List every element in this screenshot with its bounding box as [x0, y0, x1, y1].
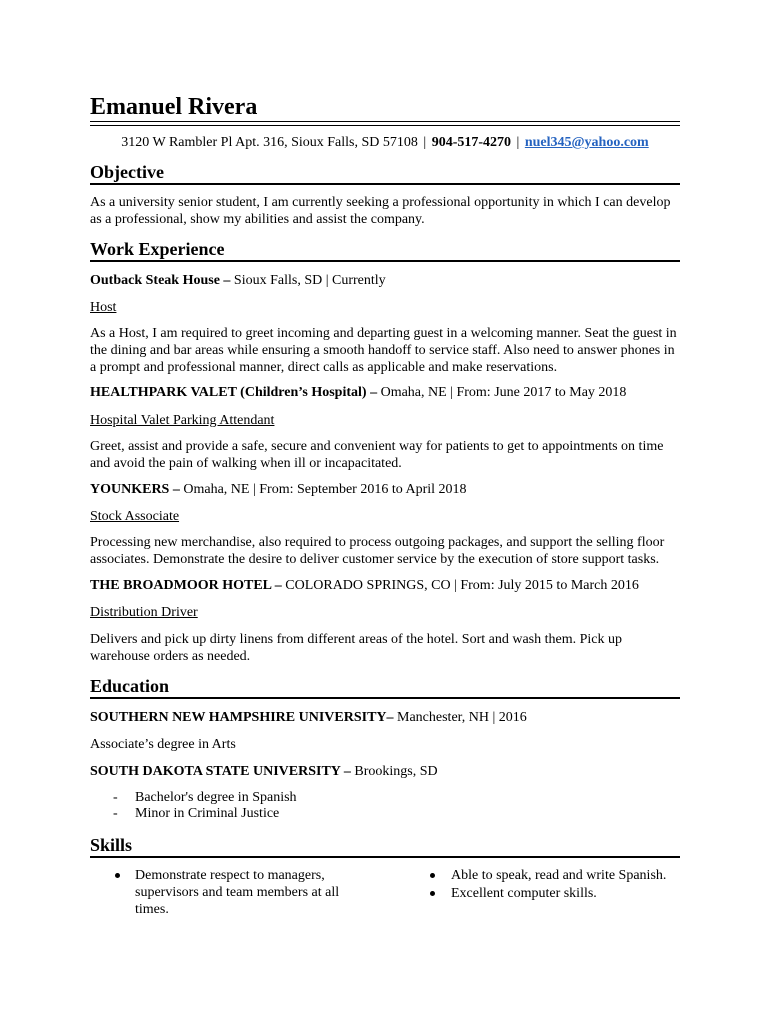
list-dash: -	[113, 806, 118, 821]
job-description: As a Host, I am required to greet incoming and departing guest in a welcoming manner. Seat the guest in the dining and bar areas while ensuring a smooth handoff to service staff. Also need to answer phones in a prompt and professional manner, direct calls as applicable and make reservations.	[90, 326, 677, 375]
section-rule	[90, 260, 680, 262]
header-rule	[90, 121, 680, 126]
job-title: Hospital Valet Parking Attendant	[90, 413, 275, 428]
school-name: SOUTHERN NEW HAMPSHIRE UNIVERSITY–	[90, 710, 394, 725]
job-title: Distribution Driver	[90, 605, 198, 620]
school-name: SOUTH DAKOTA STATE UNIVERSITY –	[90, 764, 351, 779]
list-item: Bachelor's degree in Spanish	[135, 790, 297, 805]
contact-email-link[interactable]: nuel345@yahoo.com	[524, 135, 649, 150]
skills-heading: Skills	[90, 835, 133, 855]
work-experience-heading: Work Experience	[90, 239, 225, 259]
job-header	[90, 272, 386, 289]
job-details: Sioux Falls, SD | Currently	[230, 273, 386, 288]
job-employer: Outback Steak House –	[90, 273, 231, 288]
job-details: Omaha, NE | From: September 2016 to April 2018	[179, 482, 467, 497]
job-employer: THE BROADMOOR HOTEL –	[90, 578, 282, 593]
job-header	[90, 481, 467, 498]
skill-item: Able to speak, read and write Spanish.	[451, 868, 667, 883]
job-details: Omaha, NE | From: June 2017 to May 2018	[377, 385, 627, 400]
contact-address: 3120 W Rambler Pl Apt. 316, Sioux Falls, SD 57108	[121, 135, 418, 150]
contact-separator: |	[516, 135, 520, 150]
skill-item: Excellent computer skills.	[451, 886, 597, 901]
school-details: Manchester, NH | 2016	[393, 710, 527, 725]
school-header	[90, 709, 527, 726]
contact-line	[90, 134, 680, 152]
candidate-name: Emanuel Rivera	[90, 94, 258, 120]
job-description: Delivers and pick up dirty linens from different areas of the hotel. Sort and wash them. Pick up warehouse orders as needed.	[90, 632, 622, 664]
school-details: Brookings, SD	[350, 764, 438, 779]
section-rule	[90, 183, 680, 185]
school-degree: Associate’s degree in Arts	[90, 737, 236, 752]
objective-text: As a university senior student, I am currently seeking a professional opportunity in which I can develop as a professional, show my abilities and assist the company.	[90, 195, 671, 227]
school-header	[90, 763, 438, 780]
contact-separator: |	[423, 135, 427, 150]
job-employer: YOUNKERS –	[90, 482, 180, 497]
job-header	[90, 577, 639, 594]
skill-item: Demonstrate respect to managers, supervisors and team members at all times.	[135, 868, 340, 917]
job-description: Greet, assist and provide a safe, secure and convenient way for patients to get to appointments on time and avoid the pain of walking when ill or incapacitated.	[90, 439, 664, 471]
section-rule	[90, 856, 680, 858]
contact-phone: 904-517-4270	[431, 135, 512, 150]
job-employer: HEALTHPARK VALET (Children’s Hospital) –	[90, 385, 378, 400]
bullet-icon	[430, 873, 435, 878]
job-details: COLORADO SPRINGS, CO | From: July 2015 to March 2016	[281, 578, 639, 593]
section-rule	[90, 697, 680, 699]
bullet-icon	[430, 891, 435, 896]
objective-heading: Objective	[90, 162, 164, 182]
job-title: Host	[90, 300, 117, 315]
education-heading: Education	[90, 676, 170, 696]
bullet-icon	[115, 873, 120, 878]
job-header	[90, 384, 626, 401]
list-item: Minor in Criminal Justice	[135, 806, 280, 821]
job-description: Processing new merchandise, also required to process outgoing packages, and support the selling floor associates. Demonstrate the desire to deliver customer service by the execution of store support tasks.	[90, 535, 665, 567]
list-dash: -	[113, 790, 118, 805]
job-title: Stock Associate	[90, 509, 180, 524]
